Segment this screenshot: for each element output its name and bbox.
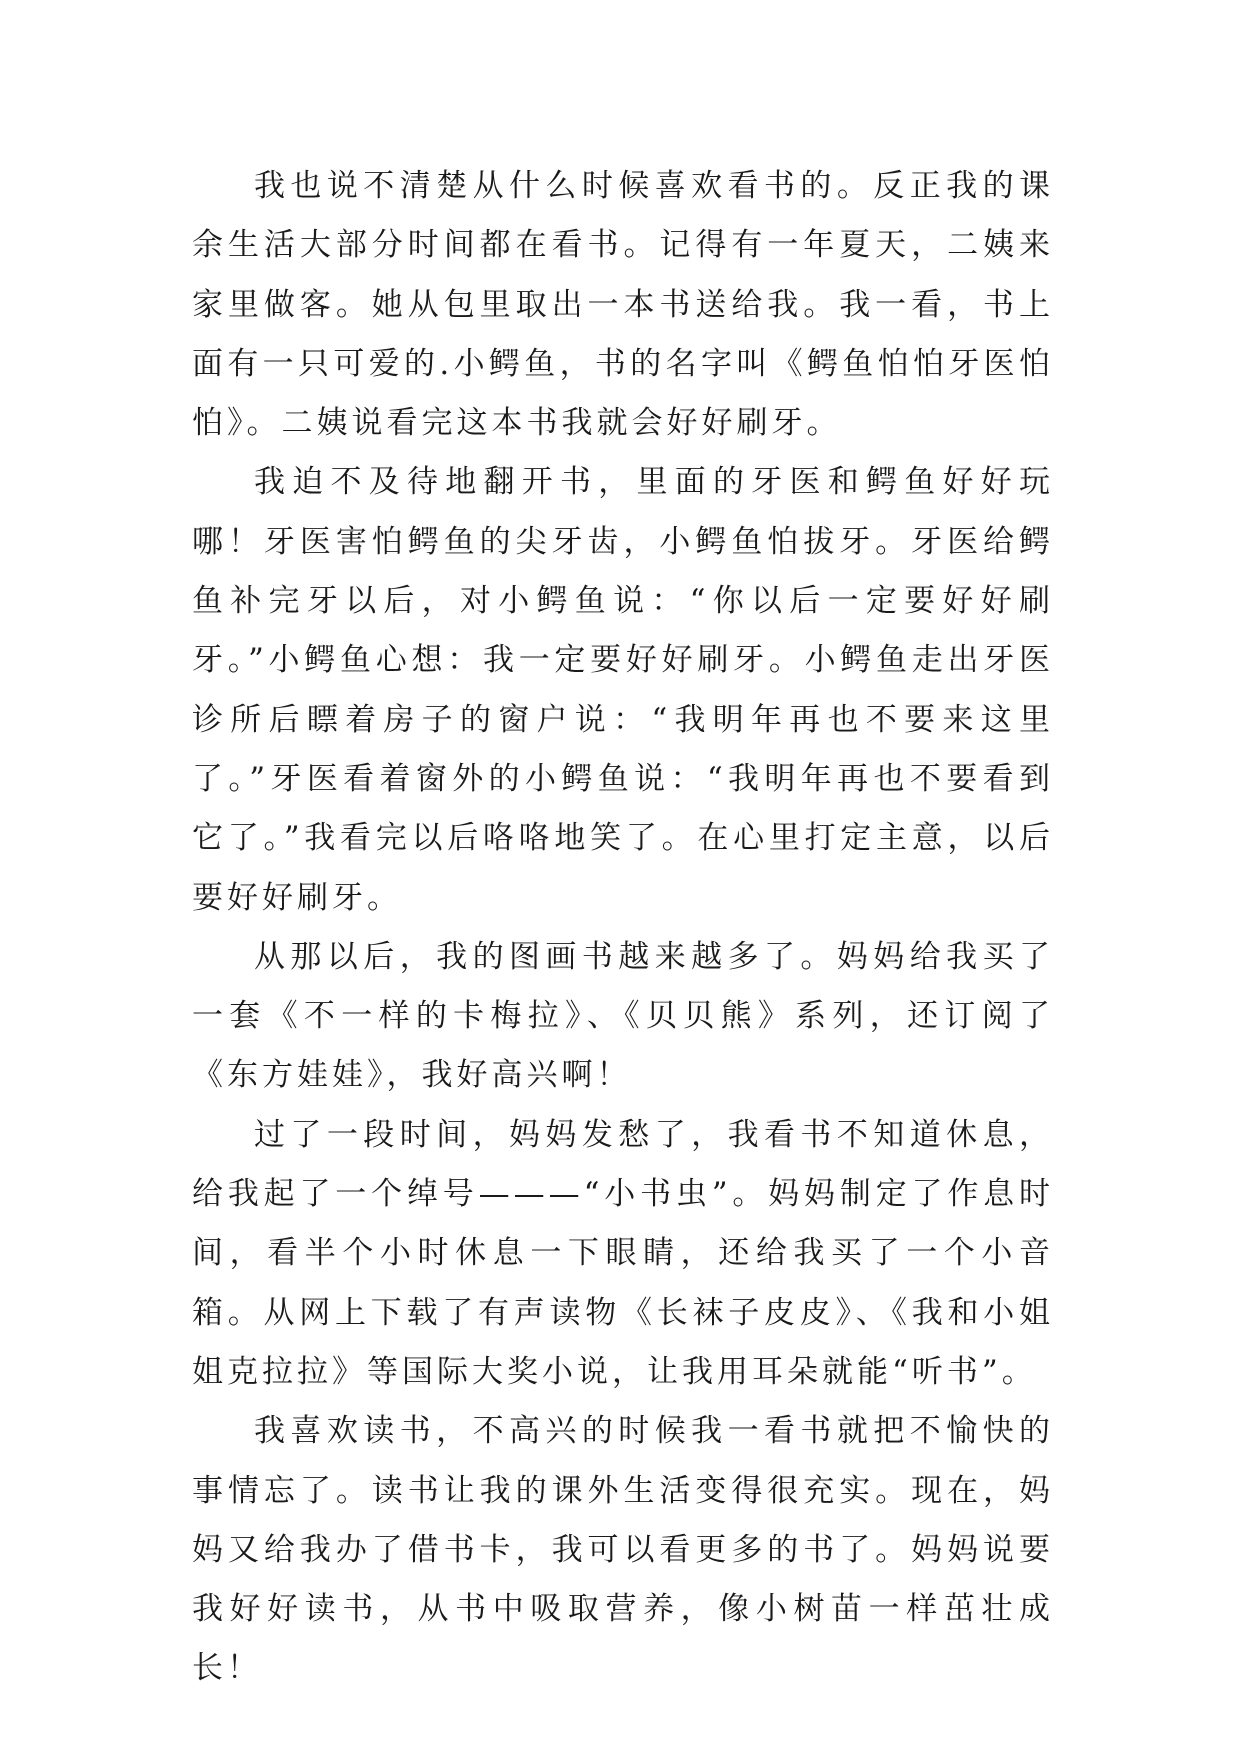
document-page: [192, 157, 1054, 1699]
paragraph-1: 我也说不清楚从什么时候喜欢看书的。反正我的课余生活大部分时间都在看书。记得有一年夏天，二姨来家里做客。她从包里取出一本书送给我。我一看，书上面有一只可爱的.小鳄鱼，书的名字叫《鳄鱼怕怕牙医怕怕》。二姨说看完这本书我就会好好刷牙。: [192, 168, 1054, 442]
paragraph-5: 我喜欢读书，不高兴的时候我一看书就把不愉快的事情忘了。读书让我的课外生活变得很充实。现在，妈妈又给我办了借书卡，我可以看更多的书了。妈妈说要我好好读书，从书中吸取营养，像小树苗一样茁壮成长！: [192, 1413, 1054, 1687]
paragraph-3: 从那以后，我的图画书越来越多了。妈妈给我买了一套《不一样的卡梅拉》、《贝贝熊》系列，还订阅了《东方娃娃》，我好高兴啊！: [192, 938, 1054, 1094]
paragraph-4: 过了一段时间，妈妈发愁了，我看书不知道休息，给我起了一个绰号———“小书虫”。妈妈制定了作息时间，看半个小时休息一下眼睛，还给我买了一个小音箱。从网上下载了有声读物《长袜子皮皮》、《我和小姐姐克拉拉》等国际大奖小说，让我用耳朵就能“听书”。: [192, 1116, 1054, 1390]
paragraph-2: 我迫不及待地翻开书，里面的牙医和鳄鱼好好玩哪！牙医害怕鳄鱼的尖牙齿，小鳄鱼怕拔牙。牙医给鳄鱼补完牙以后，对小鳄鱼说：“你以后一定要好好刷牙。”小鳄鱼心想：我一定要好好刷牙。小鳄鱼走出牙医诊所后瞟着房子的窗户说：“我明年再也不要来这里了。”牙医看着窗外的小鳄鱼说：“我明年再也不要看到它了。”我看完以后咯咯地笑了。在心里打定主意，以后要好好刷牙。: [192, 464, 1054, 916]
